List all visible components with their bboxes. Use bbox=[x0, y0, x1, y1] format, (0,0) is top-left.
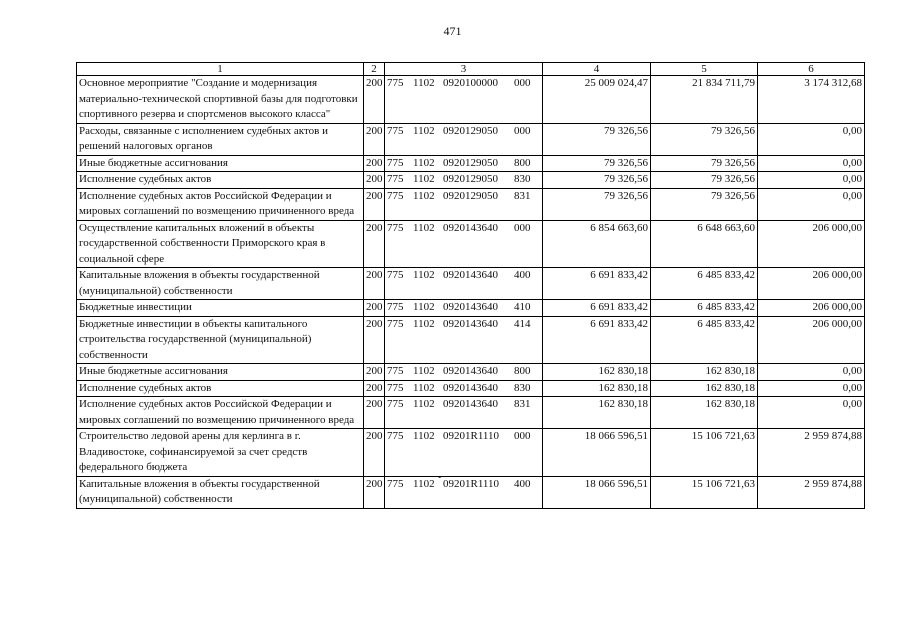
target-article-code: 09201R1110 bbox=[443, 430, 500, 442]
target-article-code: 09201R1110 bbox=[443, 477, 500, 490]
amount-col4-cell: 162 830,18 bbox=[543, 397, 651, 429]
column-header-3: 3 bbox=[385, 63, 543, 76]
table-row bbox=[77, 476, 865, 508]
amount-col4-cell: 79 326,56 bbox=[543, 172, 651, 189]
section-code: 1102 bbox=[413, 477, 435, 490]
table-row bbox=[77, 397, 865, 429]
chapter-code: 775 bbox=[387, 77, 404, 89]
amount-col6-cell: 206 000,00 bbox=[758, 220, 865, 268]
classification-code-cell bbox=[385, 155, 543, 172]
amount-col6-cell: 2 959 874,88 bbox=[758, 476, 865, 508]
expense-type-code: 830 bbox=[514, 381, 531, 394]
section-code: 1102 bbox=[413, 156, 435, 169]
table-row bbox=[77, 316, 865, 364]
table-row bbox=[77, 380, 865, 397]
budget-table bbox=[76, 62, 865, 509]
chapter-code: 775 bbox=[387, 301, 404, 313]
classification-code-cell bbox=[385, 364, 543, 381]
expense-type-code: 414 bbox=[514, 317, 531, 330]
amount-col6-cell: 0,00 bbox=[758, 123, 865, 155]
chapter-code: 775 bbox=[387, 365, 404, 377]
amount-col4-cell: 79 326,56 bbox=[543, 155, 651, 172]
admin-code-cell: 200 bbox=[364, 300, 385, 317]
classification-code-cell bbox=[385, 397, 543, 429]
amount-col5-cell: 162 830,18 bbox=[651, 380, 758, 397]
section-code: 1102 bbox=[413, 124, 435, 137]
expense-type-code: 831 bbox=[514, 189, 531, 202]
chapter-code: 775 bbox=[387, 189, 404, 202]
amount-col5-cell: 79 326,56 bbox=[651, 188, 758, 220]
classification-code-cell bbox=[385, 172, 543, 189]
amount-col5-cell: 6 485 833,42 bbox=[651, 316, 758, 364]
amount-col4-cell: 18 066 596,51 bbox=[543, 476, 651, 508]
amount-col6-cell: 0,00 bbox=[758, 364, 865, 381]
admin-code-cell: 200 bbox=[364, 397, 385, 429]
expense-name-cell: Исполнение судебных актов bbox=[77, 172, 364, 189]
expense-type-code: 000 bbox=[514, 221, 531, 234]
admin-code-cell: 200 bbox=[364, 220, 385, 268]
amount-col6-cell: 0,00 bbox=[758, 155, 865, 172]
column-header-5: 5 bbox=[651, 63, 758, 76]
stray-mark: ˇ bbox=[438, 476, 442, 487]
target-article-code: 0920143640 bbox=[443, 365, 498, 377]
expense-type-code: 400 bbox=[514, 269, 531, 281]
admin-code-cell: 200 bbox=[364, 76, 385, 124]
section-code: 1102 bbox=[413, 317, 435, 330]
classification-code-cell bbox=[385, 123, 543, 155]
amount-col4-cell: 6 854 663,60 bbox=[543, 220, 651, 268]
amount-col4-cell: 6 691 833,42 bbox=[543, 316, 651, 364]
admin-code-cell: 200 bbox=[364, 268, 385, 300]
amount-col5-cell: 162 830,18 bbox=[651, 364, 758, 381]
admin-code-cell: 200 bbox=[364, 364, 385, 381]
amount-col5-cell: 6 648 663,60 bbox=[651, 220, 758, 268]
section-code: 1102 bbox=[413, 269, 435, 281]
section-code: 1102 bbox=[413, 365, 435, 377]
section-code: 1102 bbox=[413, 381, 435, 394]
classification-code-cell bbox=[385, 380, 543, 397]
admin-code-cell: 200 bbox=[364, 429, 385, 477]
expense-name-cell: Капитальные вложения в объекты государственной (муниципальной) собственности bbox=[77, 476, 364, 508]
admin-code-cell: 200 bbox=[364, 155, 385, 172]
chapter-code: 775 bbox=[387, 124, 404, 137]
table-row bbox=[77, 188, 865, 220]
expense-name-cell: Исполнение судебных актов Российской Федерации и мировых соглашений по возмещению причиненного вреда bbox=[77, 188, 364, 220]
expense-type-code: 400 bbox=[514, 477, 531, 490]
target-article-code: 0920143640 bbox=[443, 301, 498, 313]
expense-name-cell: Расходы, связанные с исполнением судебных актов и решений налоговых органов bbox=[77, 123, 364, 155]
column-header-4: 4 bbox=[543, 63, 651, 76]
classification-code-cell bbox=[385, 316, 543, 364]
section-code: 1102 bbox=[413, 301, 435, 313]
admin-code-cell: 200 bbox=[364, 316, 385, 364]
section-code: 1102 bbox=[413, 221, 435, 234]
table-row bbox=[77, 300, 865, 317]
section-code: 1102 bbox=[413, 398, 435, 410]
admin-code-cell: 200 bbox=[364, 188, 385, 220]
expense-type-code: 830 bbox=[514, 173, 531, 185]
expense-name-cell: Строительство ледовой арены для керлинга в г. Владивостоке, софинансируемой за счет средств федерального бюджета bbox=[77, 429, 364, 477]
expense-name-cell: Иные бюджетные ассигнования bbox=[77, 155, 364, 172]
table-row bbox=[77, 364, 865, 381]
classification-code-cell bbox=[385, 476, 543, 508]
target-article-code: 0920129050 bbox=[443, 189, 498, 202]
expense-name-cell: Иные бюджетные ассигнования bbox=[77, 364, 364, 381]
table-row bbox=[77, 429, 865, 477]
classification-code-cell bbox=[385, 188, 543, 220]
target-article-code: 0920143640 bbox=[443, 317, 498, 330]
target-article-code: 0920129050 bbox=[443, 124, 498, 137]
expense-type-code: 000 bbox=[514, 430, 531, 442]
expense-type-code: 410 bbox=[514, 301, 531, 313]
amount-col6-cell: 0,00 bbox=[758, 380, 865, 397]
target-article-code: 0920143640 bbox=[443, 398, 498, 410]
expense-type-code: 800 bbox=[514, 156, 531, 169]
table-body bbox=[77, 76, 865, 509]
target-article-code: 0920129050 bbox=[443, 156, 498, 169]
target-article-code: 0920100000 bbox=[443, 77, 498, 89]
expense-name-cell: Бюджетные инвестиции в объекты капитального строительства государственной (муниципальной) собственности bbox=[77, 316, 364, 364]
amount-col6-cell: 0,00 bbox=[758, 172, 865, 189]
amount-col4-cell: 79 326,56 bbox=[543, 123, 651, 155]
amount-col5-cell: 15 106 721,63 bbox=[651, 429, 758, 477]
admin-code-cell: 200 bbox=[364, 380, 385, 397]
page-number: 471 bbox=[443, 24, 462, 38]
amount-col5-cell: 15 106 721,63 bbox=[651, 476, 758, 508]
chapter-code: 775 bbox=[387, 317, 404, 330]
amount-col6-cell: 206 000,00 bbox=[758, 316, 865, 364]
amount-col6-cell: 0,00 bbox=[758, 188, 865, 220]
target-article-code: 0920143640 bbox=[443, 269, 498, 281]
table-row bbox=[77, 220, 865, 268]
amount-col4-cell: 162 830,18 bbox=[543, 380, 651, 397]
amount-col6-cell: 206 000,00 bbox=[758, 268, 865, 300]
chapter-code: 775 bbox=[387, 477, 404, 490]
expense-name-cell: Основное мероприятие "Создание и модернизация материально-технической спортивной базы для подготовки спортивного резерва и спортсменов высокого класса" bbox=[77, 76, 364, 124]
amount-col4-cell: 25 009 024,47 bbox=[543, 76, 651, 124]
amount-col4-cell: 162 830,18 bbox=[543, 364, 651, 381]
amount-col6-cell: 206 000,00 bbox=[758, 300, 865, 317]
amount-col5-cell: 21 834 711,79 bbox=[651, 76, 758, 124]
expense-type-code: 831 bbox=[514, 398, 531, 410]
amount-col5-cell: 6 485 833,42 bbox=[651, 300, 758, 317]
classification-code-cell bbox=[385, 268, 543, 300]
amount-col4-cell: 6 691 833,42 bbox=[543, 300, 651, 317]
amount-col5-cell: 79 326,56 bbox=[651, 123, 758, 155]
chapter-code: 775 bbox=[387, 381, 404, 394]
amount-col5-cell: 162 830,18 bbox=[651, 397, 758, 429]
expense-type-code: 000 bbox=[514, 77, 531, 89]
expense-type-code: 000 bbox=[514, 124, 531, 137]
amount-col6-cell: 2 959 874,88 bbox=[758, 429, 865, 477]
expense-type-code: 800 bbox=[514, 365, 531, 377]
expense-name-cell: Осуществление капитальных вложений в объекты государственной собственности Приморского края в социальной сфере bbox=[77, 220, 364, 268]
column-header-1: 1 bbox=[77, 63, 364, 76]
target-article-code: 0920129050 bbox=[443, 173, 498, 185]
table-row bbox=[77, 172, 865, 189]
amount-col5-cell: 79 326,56 bbox=[651, 172, 758, 189]
chapter-code: 775 bbox=[387, 173, 404, 185]
section-code: 1102 bbox=[413, 430, 435, 442]
classification-code-cell bbox=[385, 429, 543, 477]
section-code: 1102 bbox=[413, 77, 435, 89]
expense-name-cell: Исполнение судебных актов bbox=[77, 380, 364, 397]
target-article-code: 0920143640 bbox=[443, 221, 498, 234]
section-code: 1102 bbox=[413, 173, 435, 185]
table-row bbox=[77, 123, 865, 155]
admin-code-cell: 200 bbox=[364, 123, 385, 155]
table-row bbox=[77, 76, 865, 124]
amount-col4-cell: 79 326,56 bbox=[543, 188, 651, 220]
classification-code-cell bbox=[385, 76, 543, 124]
column-header-2: 2 bbox=[364, 63, 385, 76]
table-header-row bbox=[77, 63, 865, 76]
expense-name-cell: Бюджетные инвестиции bbox=[77, 300, 364, 317]
amount-col4-cell: 18 066 596,51 bbox=[543, 429, 651, 477]
amount-col5-cell: 6 485 833,42 bbox=[651, 268, 758, 300]
expense-name-cell: Капитальные вложения в объекты государственной (муниципальной) собственности bbox=[77, 268, 364, 300]
chapter-code: 775 bbox=[387, 398, 404, 410]
expense-name-cell: Исполнение судебных актов Российской Федерации и мировых соглашений по возмещению причиненного вреда bbox=[77, 397, 364, 429]
chapter-code: 775 bbox=[387, 221, 404, 234]
amount-col4-cell: 6 691 833,42 bbox=[543, 268, 651, 300]
chapter-code: 775 bbox=[387, 269, 404, 281]
amount-col6-cell: 0,00 bbox=[758, 397, 865, 429]
column-header-6: 6 bbox=[758, 63, 865, 76]
chapter-code: 775 bbox=[387, 156, 404, 169]
classification-code-cell bbox=[385, 220, 543, 268]
amount-col6-cell: 3 174 312,68 bbox=[758, 76, 865, 124]
admin-code-cell: 200 bbox=[364, 476, 385, 508]
chapter-code: 775 bbox=[387, 430, 404, 442]
target-article-code: 0920143640 bbox=[443, 381, 498, 394]
amount-col5-cell: 79 326,56 bbox=[651, 155, 758, 172]
section-code: 1102 bbox=[413, 189, 435, 202]
table-row bbox=[77, 268, 865, 300]
classification-code-cell bbox=[385, 300, 543, 317]
admin-code-cell: 200 bbox=[364, 172, 385, 189]
table-row bbox=[77, 155, 865, 172]
